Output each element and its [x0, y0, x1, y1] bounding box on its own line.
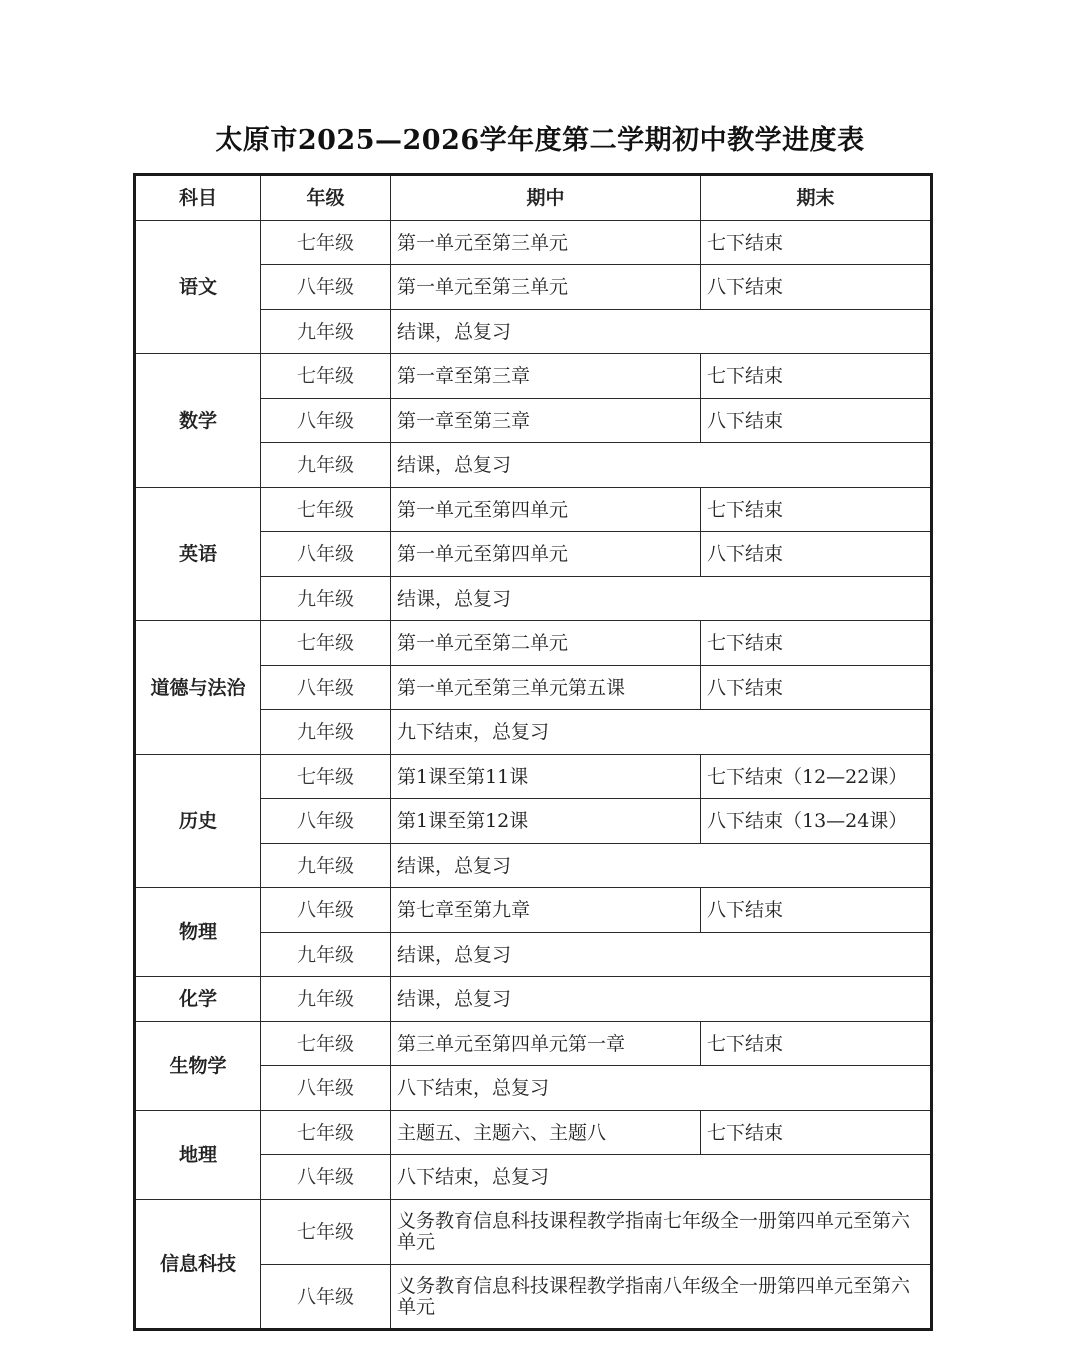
subject-cell: 英语	[135, 488, 261, 621]
table-row	[135, 755, 932, 799]
grade-cell: 七年级	[261, 1200, 391, 1265]
merged-cell: 结课，总复习	[391, 577, 932, 621]
table-row	[135, 1022, 932, 1066]
grade-cell: 八年级	[261, 265, 391, 310]
midterm-cell: 第一单元至第三单元	[391, 265, 701, 310]
midterm-cell: 第一单元至第四单元	[391, 532, 701, 577]
final-cell: 八下结束	[701, 532, 932, 577]
grade-cell: 七年级	[261, 621, 391, 666]
grade-cell: 八年级	[261, 799, 391, 844]
merged-cell: 结课，总复习	[391, 977, 932, 1022]
table-row	[135, 221, 932, 265]
midterm-cell: 第三单元至第四单元第一章	[391, 1022, 701, 1066]
final-cell: 七下结束（12—22课）	[701, 755, 932, 799]
header-grade: 年级	[261, 175, 391, 221]
final-cell: 七下结束	[701, 621, 932, 666]
grade-cell: 九年级	[261, 977, 391, 1022]
subject-cell: 化学	[135, 977, 261, 1022]
midterm-cell: 第一单元至第三单元	[391, 221, 701, 265]
midterm-cell: 第1课至第11课	[391, 755, 701, 799]
final-cell: 八下结束（13—24课）	[701, 799, 932, 844]
subject-cell: 道德与法治	[135, 621, 261, 755]
grade-cell: 九年级	[261, 933, 391, 977]
grade-cell: 八年级	[261, 532, 391, 577]
grade-cell: 七年级	[261, 1022, 391, 1066]
table-row	[135, 888, 932, 933]
merged-cell: 义务教育信息科技课程教学指南八年级全一册第四单元至第六单元	[391, 1265, 932, 1330]
subject-cell: 数学	[135, 354, 261, 488]
table-header-row	[135, 175, 932, 221]
grade-cell: 八年级	[261, 1155, 391, 1200]
teaching-schedule-table	[133, 173, 933, 1331]
table-row	[135, 1200, 932, 1265]
grade-cell: 九年级	[261, 710, 391, 755]
midterm-cell: 第一章至第三章	[391, 399, 701, 443]
merged-cell: 结课，总复习	[391, 310, 932, 354]
grade-cell: 八年级	[261, 1066, 391, 1111]
merged-cell: 结课，总复习	[391, 933, 932, 977]
subject-cell: 地理	[135, 1111, 261, 1200]
grade-cell: 九年级	[261, 577, 391, 621]
midterm-cell: 第一章至第三章	[391, 354, 701, 399]
final-cell: 七下结束	[701, 354, 932, 399]
final-cell: 八下结束	[701, 399, 932, 443]
merged-cell: 义务教育信息科技课程教学指南七年级全一册第四单元至第六单元	[391, 1200, 932, 1265]
final-cell: 七下结束	[701, 488, 932, 532]
table-row	[135, 1111, 932, 1155]
merged-cell: 八下结束，总复习	[391, 1155, 932, 1200]
header-midterm: 期中	[391, 175, 701, 221]
grade-cell: 七年级	[261, 354, 391, 399]
grade-cell: 八年级	[261, 666, 391, 710]
grade-cell: 七年级	[261, 221, 391, 265]
midterm-cell: 第七章至第九章	[391, 888, 701, 933]
subject-cell: 物理	[135, 888, 261, 977]
midterm-cell: 第1课至第12课	[391, 799, 701, 844]
final-cell: 八下结束	[701, 888, 932, 933]
merged-cell: 结课，总复习	[391, 844, 932, 888]
final-cell: 七下结束	[701, 1022, 932, 1066]
merged-cell: 结课，总复习	[391, 443, 932, 488]
grade-cell: 九年级	[261, 443, 391, 488]
grade-cell: 七年级	[261, 755, 391, 799]
table-row	[135, 977, 932, 1022]
grade-cell: 八年级	[261, 1265, 391, 1330]
grade-cell: 七年级	[261, 488, 391, 532]
final-cell: 七下结束	[701, 221, 932, 265]
subject-cell: 信息科技	[135, 1200, 261, 1330]
header-final: 期末	[701, 175, 932, 221]
final-cell: 八下结束	[701, 265, 932, 310]
midterm-cell: 第一单元至第二单元	[391, 621, 701, 666]
page-title: 太原市2025—2026学年度第二学期初中教学进度表	[215, 125, 865, 156]
subject-cell: 生物学	[135, 1022, 261, 1111]
grade-cell: 七年级	[261, 1111, 391, 1155]
header-subject: 科目	[135, 175, 261, 221]
grade-cell: 九年级	[261, 310, 391, 354]
midterm-cell: 主题五、主题六、主题八	[391, 1111, 701, 1155]
final-cell: 七下结束	[701, 1111, 932, 1155]
merged-cell: 九下结束，总复习	[391, 710, 932, 755]
midterm-cell: 第一单元至第三单元第五课	[391, 666, 701, 710]
midterm-cell: 第一单元至第四单元	[391, 488, 701, 532]
final-cell: 八下结束	[701, 666, 932, 710]
table-row	[135, 488, 932, 532]
table-row	[135, 621, 932, 666]
grade-cell: 八年级	[261, 888, 391, 933]
subject-cell: 历史	[135, 755, 261, 888]
grade-cell: 九年级	[261, 844, 391, 888]
subject-cell: 语文	[135, 221, 261, 354]
grade-cell: 八年级	[261, 399, 391, 443]
merged-cell: 八下结束，总复习	[391, 1066, 932, 1111]
table-row	[135, 354, 932, 399]
